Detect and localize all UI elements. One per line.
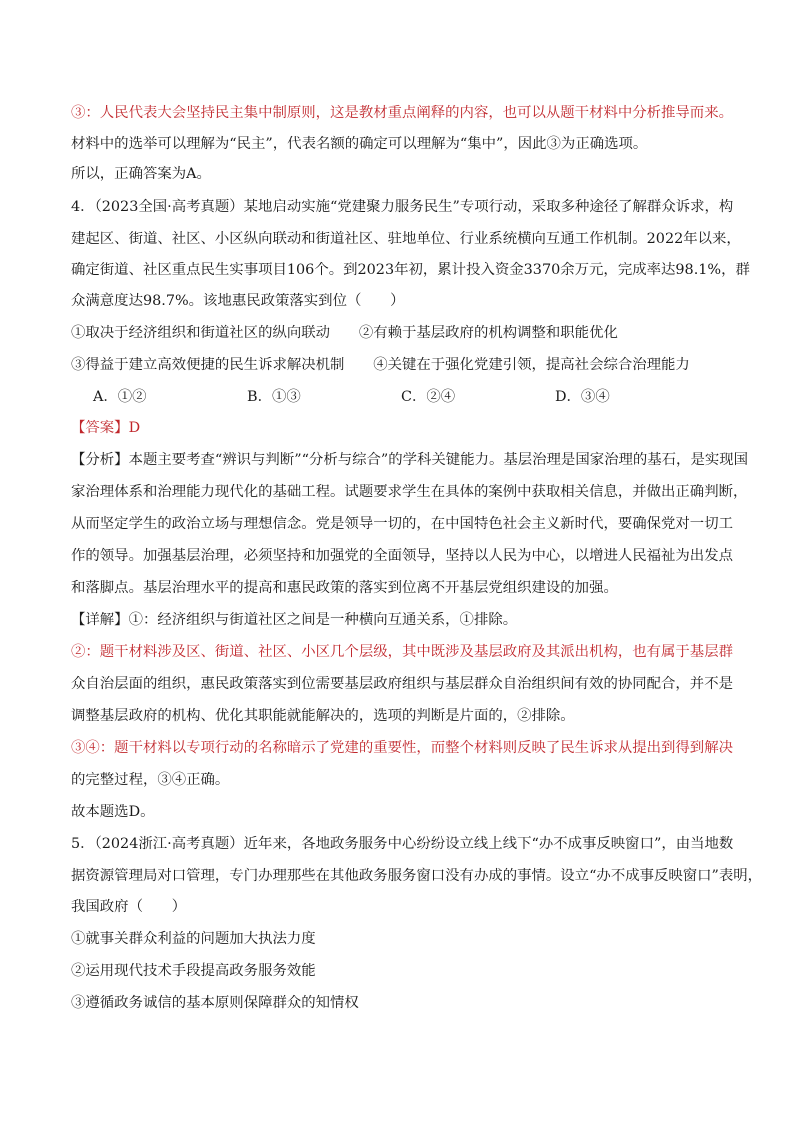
analysis-paragraph: 家治理体系和治理能力现代化的基础工程。试题要求学生在具体的案例中获取相关信息，并做出正确判断，	[71, 484, 748, 500]
option-d: D．③④	[555, 389, 610, 405]
question-4-stem: 众满意度达98.7%。该地惠民政策落实到位（ ）	[71, 293, 405, 309]
question-4-stem: 确定街道、社区重点民生实事项目106个。到2023年初，累计投入资金3370余万元，完成率达98.1%，群	[71, 262, 750, 278]
detail-point-34: ③④：题干材料以专项行动的名称暗示了党建的重要性，而整个材料则反映了民生诉求从提出到得到解决	[71, 740, 733, 756]
question-4-statements: ①取决于经济组织和街道社区的纵向联动 ②有赖于基层政府的机构调整和职能优化	[71, 325, 618, 341]
final-answer: 故本题选D。	[71, 804, 155, 820]
option-c: C．②④	[401, 389, 456, 405]
detail-point-2: 调整基层政府的机构、优化其职能就能解决的，选项的判断是片面的，②排除。	[71, 708, 575, 724]
detail-paragraph: 【详解】①：经济组织与街道社区之间是一种横向互通关系，①排除。	[71, 612, 518, 628]
detail-point-2: 众自治层面的组织，惠民政策落实到位需要基层政府组织与基层群众自治组织间有效的协同配合，并不是	[71, 676, 733, 692]
question-5-stem: 我国政府（ ）	[71, 899, 187, 915]
analysis-point-3: ③：人民代表大会坚持民主集中制原则，这是教材重点阐释的内容，也可以从题干材料中分析推导而来。	[71, 105, 733, 121]
body-text: 材料中的选举可以理解为“民主”，代表名额的确定可以理解为“集中”，因此③为正确选项。	[71, 136, 648, 152]
question-4-stem: 建起区、街道、社区、小区纵向联动和街道社区、驻地单位、行业系统横向互通工作机制。2022年以来，	[71, 231, 741, 247]
option-a: A．①②	[93, 389, 147, 405]
question-5-stem: 据资源管理局对口管理，专门办理那些在其他政务服务窗口没有办成的事情。设立“办不成事反映窗口”表明，	[71, 868, 763, 884]
question-5-statement: ①就事关群众利益的问题加大执法力度	[71, 931, 316, 947]
question-4-options	[93, 387, 753, 407]
question-5-statement: ②运用现代技术手段提高政务服务效能	[71, 963, 316, 979]
answer-label: 【答案】D	[71, 420, 141, 436]
question-4-statements: ③得益于建立高效便捷的民生诉求解决机制 ④关键在于强化党建引领，提高社会综合治理能力	[71, 357, 690, 373]
question-5-stem: 5．（2024浙江·高考真题）近年来，各地政务服务中心纷纷设立线上线下“办不成事反映窗口”，由当地数	[71, 836, 734, 852]
question-4-stem: 4．（2023全国·高考真题）某地启动实施“党建聚力服务民生”专项行动，采取多种途径了解群众诉求，构	[71, 199, 734, 215]
option-b: B．①③	[247, 389, 301, 405]
analysis-paragraph: 从而坚定学生的政治立场与理想信念。党是领导一切的，在中国特色社会主义新时代，要确保党对一切工	[71, 516, 733, 532]
detail-point-2: ②：题干材料涉及区、街道、社区、小区几个层级，其中既涉及基层政府及其派出机构，也有属于基层群	[71, 644, 733, 660]
detail-point-34: 的完整过程，③④正确。	[71, 772, 230, 788]
analysis-paragraph: 和落脚点。基层治理水平的提高和惠民政策的落实到位离不开基层党组织建设的加强。	[71, 580, 618, 596]
question-5-statement: ③遵循政务诚信的基本原则保障群众的知情权	[71, 995, 359, 1011]
analysis-paragraph: 【分析】本题主要考查“辨识与判断”“分析与综合”的学科关键能力。基层治理是国家治理的基石，是实现国	[71, 452, 749, 468]
answer-conclusion: 所以，正确答案为A。	[71, 166, 211, 182]
analysis-paragraph: 作的领导。加强基层治理，必须坚持和加强党的全面领导，坚持以人民为中心，以增进人民福祉为出发点	[71, 548, 733, 564]
